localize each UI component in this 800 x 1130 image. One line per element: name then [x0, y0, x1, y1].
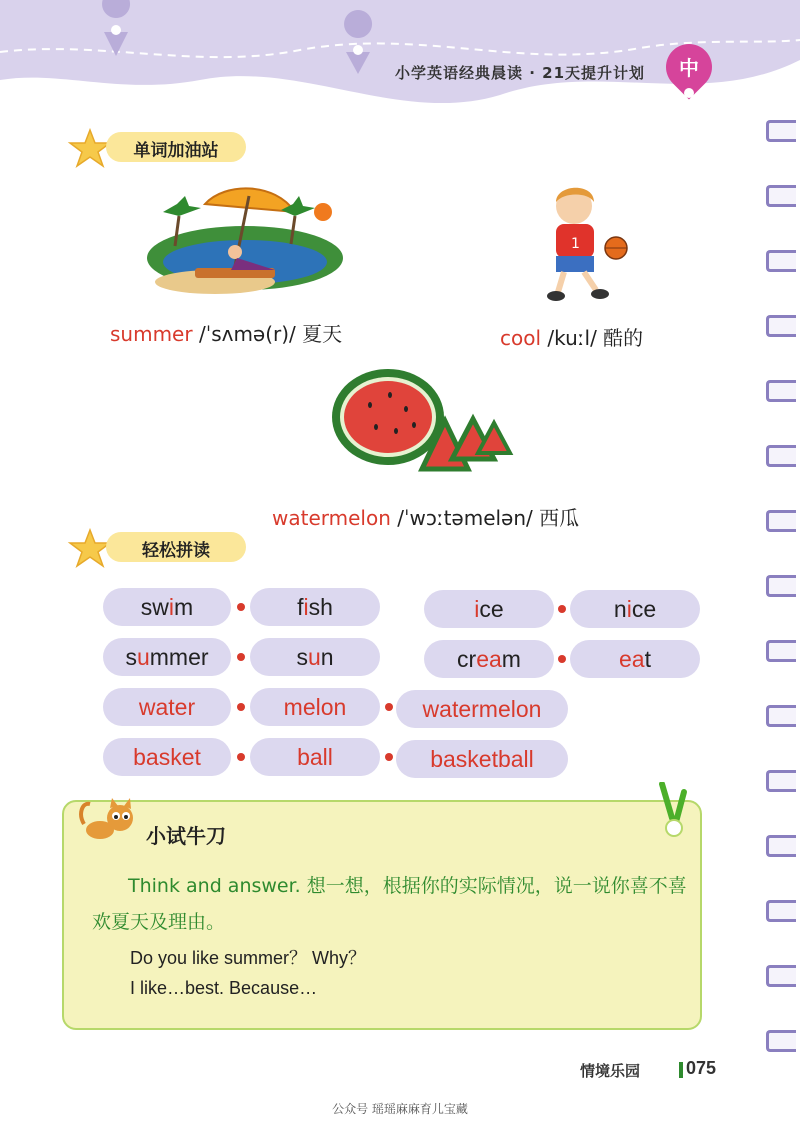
phonics-chunk: cream	[424, 640, 554, 678]
vocab-meaning: 酷的	[603, 326, 644, 350]
binder-tab	[766, 640, 796, 662]
boy-with-basketball-illustration	[538, 182, 634, 304]
level-badge-dot	[684, 88, 694, 98]
phonics-chunk: ice	[424, 590, 554, 628]
vocab-watermelon	[272, 502, 579, 531]
binder-tab	[766, 380, 796, 402]
vocab-phonetic: /kuːl/	[541, 326, 604, 350]
basketball-icon	[605, 237, 627, 259]
binder-tab	[766, 185, 796, 207]
sun-icon	[314, 203, 332, 221]
binder-tab	[766, 1030, 796, 1052]
svg-text:1: 1	[571, 236, 580, 252]
phonics-chunk: basketball	[396, 740, 568, 778]
vocab-summer	[110, 318, 342, 347]
cat-mascot-icon	[78, 794, 140, 844]
separator-dot	[237, 603, 245, 611]
phonics-chunk: watermelon	[396, 690, 568, 728]
practice-title: 小试牛刀	[146, 824, 226, 848]
phonics-chunk: summer	[103, 638, 231, 676]
vocab-word: cool	[500, 326, 542, 350]
separator-dot	[385, 753, 393, 761]
separator-dot	[385, 703, 393, 711]
vocab-cool	[500, 322, 643, 351]
phonics-chunk: basket	[103, 738, 231, 776]
phonics-chunk: ball	[250, 738, 380, 776]
section-label-words	[66, 126, 266, 168]
phonics-chunk: melon	[250, 688, 380, 726]
practice-question: Do you like summer？ Why？	[130, 948, 367, 968]
binder-tab	[766, 575, 796, 597]
clip-icon	[654, 782, 694, 842]
watermark: 公众号 瑶瑶麻麻育儿宝藏	[332, 1102, 468, 1116]
vocab-phonetic: /ˈwɔːtəmelən/	[390, 506, 540, 530]
phonics-chunk: eat	[570, 640, 700, 678]
practice-answer-frame: I like…best. Because…	[130, 978, 318, 998]
separator-dot	[237, 703, 245, 711]
binder-tab	[766, 900, 796, 922]
binder-tab	[766, 120, 796, 142]
separator-dot	[558, 655, 566, 663]
binder-edge	[760, 110, 800, 1110]
practice-instruction: Think and answer. 想一想，根据你的实际情况，说一说你喜不喜欢夏天及理由。	[92, 875, 687, 933]
separator-dot	[558, 605, 566, 613]
binder-tab	[766, 965, 796, 987]
separator-dot	[237, 653, 245, 661]
section-title: 单词加油站	[133, 141, 219, 161]
beach-umbrella-illustration	[145, 186, 350, 306]
vocab-phonetic: /ˈsʌmə(r)/	[192, 322, 303, 346]
watermelon-illustration	[330, 365, 515, 480]
vocab-meaning: 夏天	[302, 322, 343, 346]
page-number-marker	[679, 1062, 683, 1078]
level-badge: 中	[679, 56, 699, 80]
binder-tab	[766, 445, 796, 467]
binder-tab	[766, 510, 796, 532]
binder-tab	[766, 770, 796, 792]
section-title: 轻松拼读	[142, 541, 210, 561]
page-number: 075	[686, 1058, 717, 1078]
binder-tab	[766, 705, 796, 727]
phonics-chunk: sun	[250, 638, 380, 676]
binder-tab	[766, 835, 796, 857]
phonics-chunk: nice	[570, 590, 700, 628]
footer-section-title: 情境乐园	[580, 1062, 641, 1080]
phonics-chunk: water	[103, 688, 231, 726]
vocab-meaning: 西瓜	[539, 506, 580, 530]
phonics-chunk: swim	[103, 588, 231, 626]
binder-tab	[766, 315, 796, 337]
binder-tab	[766, 250, 796, 272]
vocab-word: watermelon	[272, 506, 391, 530]
phonics-chunk: fish	[250, 588, 380, 626]
vocab-word: summer	[110, 322, 193, 346]
section-label-phonics	[66, 526, 266, 568]
separator-dot	[237, 753, 245, 761]
series-title: 小学英语经典晨读 · 21天提升计划	[395, 64, 646, 82]
